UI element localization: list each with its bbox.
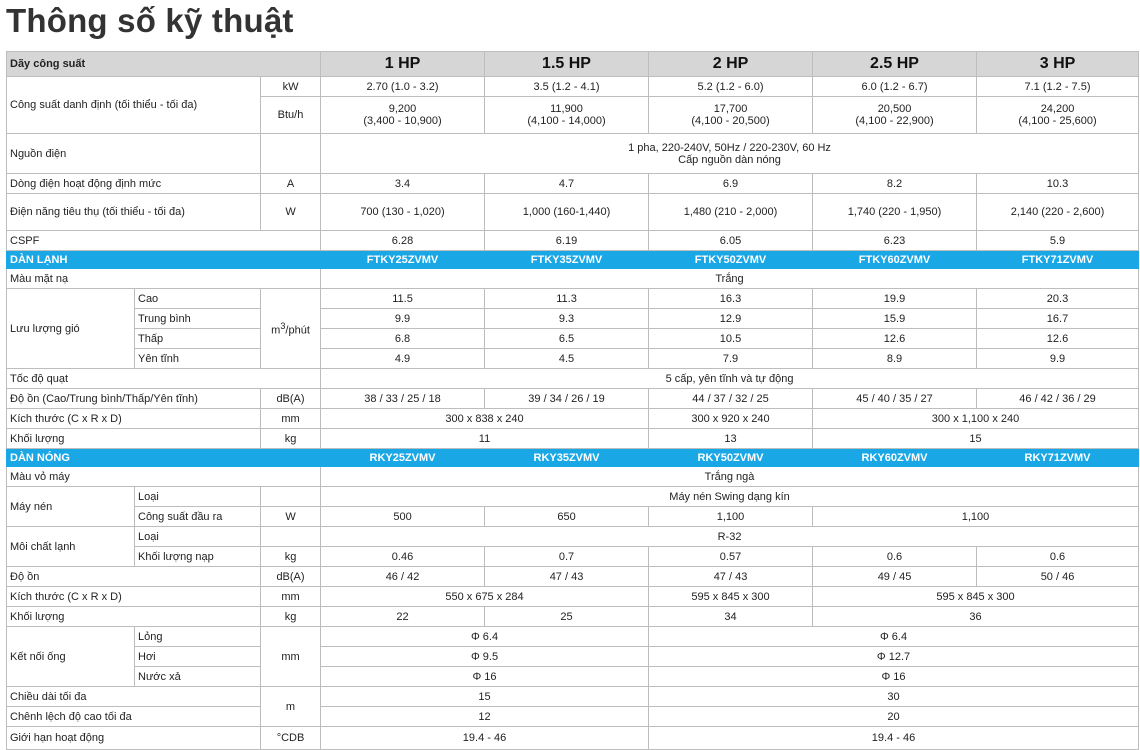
sub-label: Nước xả (135, 667, 261, 687)
value-cell (485, 97, 649, 134)
row-label: CSPF (7, 231, 321, 251)
page-title: Thông số kỹ thuật (6, 2, 294, 39)
value-cell: 46 / 42 (321, 567, 485, 587)
table-row (7, 587, 1139, 607)
value-cell: 5.9 (977, 231, 1139, 251)
value-cell: 47 / 43 (485, 567, 649, 587)
btu-main: 11,900 (550, 103, 583, 115)
value-cell: 595 x 845 x 300 (813, 587, 1139, 607)
table-row (7, 329, 1139, 349)
unit-cell: kg (261, 429, 321, 449)
value-cell: Φ 6.4 (321, 627, 649, 647)
row-label: Màu vỏ máy (7, 467, 321, 487)
spec-table (6, 51, 1139, 750)
unit-cell: mm (261, 409, 321, 429)
header-label: Dãy công suất (7, 52, 321, 77)
sub-label: Trung bình (135, 309, 261, 329)
value-cell: 6.19 (485, 231, 649, 251)
unit-cell: W (261, 194, 321, 231)
value-cell: 11.5 (321, 289, 485, 309)
unit-cell: kW (261, 77, 321, 97)
value-cell: 595 x 845 x 300 (649, 587, 813, 607)
model-code: FTKY35ZVMV (485, 251, 649, 269)
value-cell: 6.8 (321, 329, 485, 349)
value-cell (321, 97, 485, 134)
value-cell: 6.23 (813, 231, 977, 251)
value-cell: 0.7 (485, 547, 649, 567)
value-cell: 12 (321, 707, 649, 727)
unit-cell: kg (261, 547, 321, 567)
row-label: Chênh lệch độ cao tối đa (7, 707, 261, 727)
table-row (7, 194, 1139, 231)
table-row (7, 134, 1139, 174)
value-cell: 12.9 (649, 309, 813, 329)
table-row (7, 467, 1139, 487)
value-cell: 44 / 37 / 32 / 25 (649, 389, 813, 409)
row-label: Điện năng tiêu thụ (tối thiểu - tối đa) (7, 194, 261, 231)
value-cell: Φ 9.5 (321, 647, 649, 667)
unit-sup: 3 (280, 321, 286, 332)
table-row (7, 429, 1139, 449)
value-cell: 15 (813, 429, 1139, 449)
value-cell: 1,100 (649, 507, 813, 527)
model-code: FTKY60ZVMV (813, 251, 977, 269)
table-row (7, 567, 1139, 587)
table-row (7, 389, 1139, 409)
value-cell: 550 x 675 x 284 (321, 587, 649, 607)
btu-range: (4,100 - 20,500) (691, 115, 770, 127)
sub-label: Khối lượng nạp (135, 547, 261, 567)
section-label: DÀN NÓNG (7, 449, 321, 467)
unit-cell: m (261, 687, 321, 727)
value-cell: 10.5 (649, 329, 813, 349)
value-cell: 12.6 (977, 329, 1139, 349)
row-label: Khối lượng (7, 429, 261, 449)
value-cell: 10.3 (977, 174, 1139, 194)
table-row (7, 174, 1139, 194)
value-cell: 0.6 (977, 547, 1139, 567)
value-cell: 8.9 (813, 349, 977, 369)
row-label: Kích thước (C x R x D) (7, 587, 261, 607)
power-line1: 1 pha, 220-240V, 50Hz / 220-230V, 60 Hz (628, 141, 831, 154)
value-cell: 30 (649, 687, 1139, 707)
value-cell: 1,740 (220 - 1,950) (813, 194, 977, 231)
table-row (7, 349, 1139, 369)
value-cell: 7.9 (649, 349, 813, 369)
value-cell: 0.57 (649, 547, 813, 567)
unit-cell: dB(A) (261, 389, 321, 409)
value-cell: 49 / 45 (813, 567, 977, 587)
unit-cell: dB(A) (261, 567, 321, 587)
value-cell: Φ 12.7 (649, 647, 1139, 667)
value-cell: 300 x 838 x 240 (321, 409, 649, 429)
indoor-section-row (7, 251, 1139, 269)
table-row (7, 269, 1139, 289)
value-cell: 34 (649, 607, 813, 627)
value-cell: 50 / 46 (977, 567, 1139, 587)
unit-cell: kg (261, 607, 321, 627)
sub-label: Loại (135, 527, 261, 547)
model-code: FTKY25ZVMV (321, 251, 485, 269)
row-label: Màu mặt nạ (7, 269, 321, 289)
btu-main: 20,500 (877, 103, 912, 115)
outdoor-section-row (7, 449, 1139, 467)
btu-main: 24,200 (1040, 103, 1075, 115)
value-cell: R-32 (321, 527, 1139, 547)
row-label: Khối lượng (7, 607, 261, 627)
value-cell: Φ 16 (649, 667, 1139, 687)
row-label: Nguồn điện (7, 134, 261, 174)
value-cell: 4.7 (485, 174, 649, 194)
sub-label: Công suất đầu ra (135, 507, 261, 527)
table-row (7, 231, 1139, 251)
value-cell: 15.9 (813, 309, 977, 329)
sub-label: Hơi (135, 647, 261, 667)
model-hp: 1 HP (321, 52, 485, 77)
value-cell: 13 (649, 429, 813, 449)
unit-cell: A (261, 174, 321, 194)
table-row (7, 627, 1139, 647)
value-cell: 4.9 (321, 349, 485, 369)
model-code: RKY71ZVMV (977, 449, 1139, 467)
value-cell: 2,140 (220 - 2,600) (977, 194, 1139, 231)
row-label: Độ ồn (Cao/Trung bình/Thấp/Yên tĩnh) (7, 389, 261, 409)
value-cell: 20.3 (977, 289, 1139, 309)
model-hp: 1.5 HP (485, 52, 649, 77)
model-hp: 3 HP (977, 52, 1139, 77)
unit-cell (261, 289, 321, 369)
value-cell: Φ 6.4 (649, 627, 1139, 647)
value-cell: 4.5 (485, 349, 649, 369)
unit-rest: /phút (285, 324, 310, 337)
value-cell: 0.46 (321, 547, 485, 567)
table-row (7, 409, 1139, 429)
value-cell: 20 (649, 707, 1139, 727)
btu-range: (4,100 - 14,000) (527, 115, 606, 127)
value-cell: Trắng ngà (321, 467, 1139, 487)
btu-main: 9,200 (388, 103, 417, 115)
value-cell (977, 97, 1139, 134)
value-cell: 6.9 (649, 174, 813, 194)
unit-cell (261, 527, 321, 547)
model-hp: 2.5 HP (813, 52, 977, 77)
value-cell: 8.2 (813, 174, 977, 194)
model-code: RKY25ZVMV (321, 449, 485, 467)
value-cell: 45 / 40 / 35 / 27 (813, 389, 977, 409)
value-cell (813, 97, 977, 134)
value-cell: 11 (321, 429, 649, 449)
value-cell: 500 (321, 507, 485, 527)
table-row (7, 707, 1139, 727)
value-cell: 3.5 (1.2 - 4.1) (485, 77, 649, 97)
value-cell: 39 / 34 / 26 / 19 (485, 389, 649, 409)
table-row (7, 77, 1139, 97)
value-cell: 6.28 (321, 231, 485, 251)
row-label: Độ ồn (7, 567, 261, 587)
model-code: RKY35ZVMV (485, 449, 649, 467)
table-row (7, 687, 1139, 707)
model-code: RKY60ZVMV (813, 449, 977, 467)
row-label: Chiều dài tối đa (7, 687, 261, 707)
value-cell: Máy nén Swing dạng kín (321, 487, 1139, 507)
value-cell: 3.4 (321, 174, 485, 194)
power-line2: Cấp nguồn dàn nóng (678, 153, 781, 166)
sub-label: Loại (135, 487, 261, 507)
table-row (7, 727, 1139, 750)
value-cell: 25 (485, 607, 649, 627)
table-row (7, 507, 1139, 527)
table-row (7, 527, 1139, 547)
value-cell: Trắng (321, 269, 1139, 289)
unit-cell: Btu/h (261, 97, 321, 134)
btu-range: (4,100 - 25,600) (1018, 115, 1097, 127)
row-label: Kết nối ống (7, 627, 135, 687)
value-cell: 38 / 33 / 25 / 18 (321, 389, 485, 409)
value-cell: 9.3 (485, 309, 649, 329)
row-label: Máy nén (7, 487, 135, 527)
value-cell: 12.6 (813, 329, 977, 349)
sub-label: Yên tĩnh (135, 349, 261, 369)
value-cell: 22 (321, 607, 485, 627)
value-cell: 300 x 920 x 240 (649, 409, 813, 429)
value-cell: 46 / 42 / 36 / 29 (977, 389, 1139, 409)
unit-cell: mm (261, 627, 321, 687)
unit-cell (261, 487, 321, 507)
value-cell: 16.3 (649, 289, 813, 309)
value-cell: 1,100 (813, 507, 1139, 527)
btu-main: 17,700 (713, 103, 748, 115)
row-label: Công suất danh định (tối thiểu - tối đa) (7, 77, 261, 134)
value-cell: 5 cấp, yên tĩnh và tự động (321, 369, 1139, 389)
table-row (7, 369, 1139, 389)
value-cell: 9.9 (321, 309, 485, 329)
value-cell: 7.1 (1.2 - 7.5) (977, 77, 1139, 97)
table-row (7, 487, 1139, 507)
value-cell: 9.9 (977, 349, 1139, 369)
value-cell: 19.4 - 46 (321, 727, 649, 750)
value-cell (321, 134, 1139, 174)
row-label: Tốc độ quạt (7, 369, 321, 389)
row-label: Lưu lượng gió (7, 289, 135, 369)
value-cell: 6.05 (649, 231, 813, 251)
value-cell: 5.2 (1.2 - 6.0) (649, 77, 813, 97)
value-cell: 650 (485, 507, 649, 527)
row-label: Dòng điện hoạt động định mức (7, 174, 261, 194)
value-cell: 1,480 (210 - 2,000) (649, 194, 813, 231)
model-hp: 2 HP (649, 52, 813, 77)
unit-cell (261, 134, 321, 174)
btu-range: (3,400 - 10,900) (363, 115, 442, 127)
unit-cell: mm (261, 587, 321, 607)
table-row (7, 547, 1139, 567)
row-label: Môi chất lạnh (7, 527, 135, 567)
table-row (7, 647, 1139, 667)
value-cell: 2.70 (1.0 - 3.2) (321, 77, 485, 97)
table-row (7, 309, 1139, 329)
model-code: RKY50ZVMV (649, 449, 813, 467)
value-cell (649, 97, 813, 134)
table-row (7, 289, 1139, 309)
section-label: DÀN LẠNH (7, 251, 321, 269)
table-row (7, 667, 1139, 687)
unit-main: m (271, 324, 281, 337)
unit-cell: °CDB (261, 727, 321, 750)
value-cell: 1,000 (160-1,440) (485, 194, 649, 231)
table-row (7, 607, 1139, 627)
unit-cell: W (261, 507, 321, 527)
header-row (7, 52, 1139, 77)
value-cell: 16.7 (977, 309, 1139, 329)
value-cell: 700 (130 - 1,020) (321, 194, 485, 231)
sub-label: Lỏng (135, 627, 261, 647)
value-cell: 47 / 43 (649, 567, 813, 587)
row-label: Giới hạn hoạt động (7, 727, 261, 750)
value-cell: 300 x 1,100 x 240 (813, 409, 1139, 429)
model-code: FTKY71ZVMV (977, 251, 1139, 269)
sub-label: Cao (135, 289, 261, 309)
value-cell: Φ 16 (321, 667, 649, 687)
value-cell: 11.3 (485, 289, 649, 309)
value-cell: 19.9 (813, 289, 977, 309)
value-cell: 6.0 (1.2 - 6.7) (813, 77, 977, 97)
sub-label: Thấp (135, 329, 261, 349)
model-code: FTKY50ZVMV (649, 251, 813, 269)
value-cell: 15 (321, 687, 649, 707)
value-cell: 0.6 (813, 547, 977, 567)
btu-range: (4,100 - 22,900) (855, 115, 934, 127)
value-cell: 19.4 - 46 (649, 727, 1139, 750)
value-cell: 6.5 (485, 329, 649, 349)
row-label: Kích thước (C x R x D) (7, 409, 261, 429)
value-cell: 36 (813, 607, 1139, 627)
